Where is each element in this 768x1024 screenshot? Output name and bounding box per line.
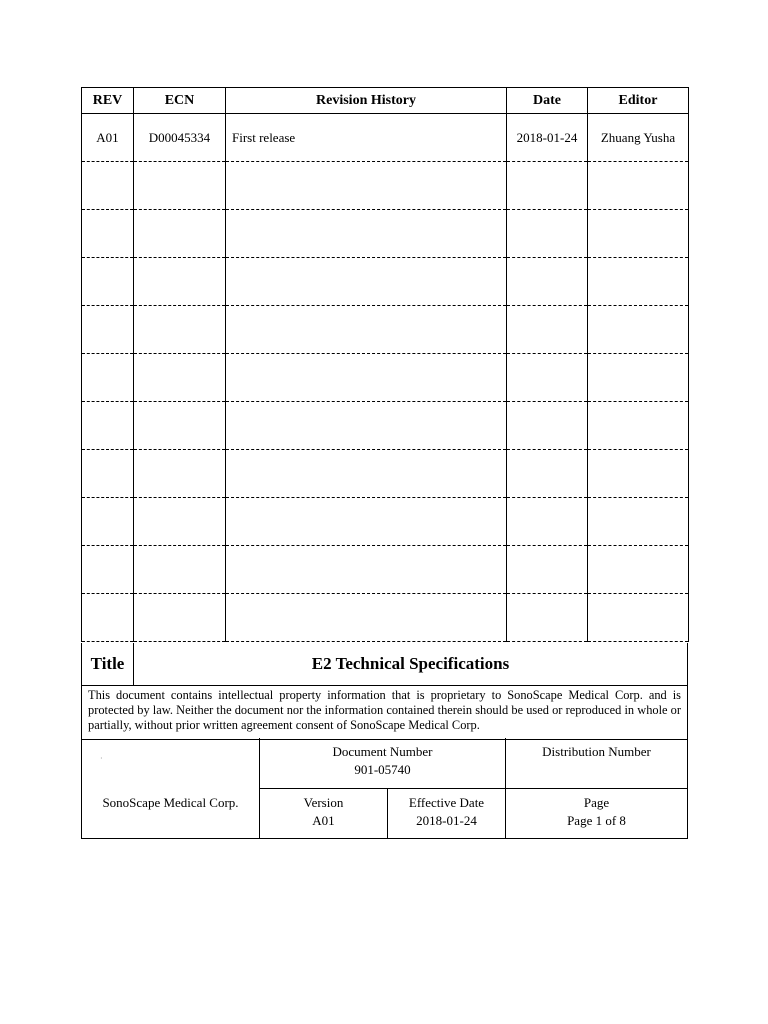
header-revision-history: Revision History: [226, 88, 507, 114]
cell-history: [226, 354, 507, 402]
revision-row: [82, 450, 689, 498]
cell-rev: [82, 450, 134, 498]
document-number-label: Document Number: [332, 744, 433, 759]
page-label: Page: [583, 795, 610, 810]
cell-ecn: [134, 546, 226, 594]
header-ecn: ECN: [134, 88, 226, 114]
cell-editor: [588, 450, 689, 498]
revision-row: [82, 402, 689, 450]
cell-ecn: [134, 162, 226, 210]
cell-date: [507, 546, 588, 594]
cell-history: [226, 402, 507, 450]
cell-date: [507, 306, 588, 354]
cell-rev: [82, 498, 134, 546]
header-editor: Editor: [588, 88, 689, 114]
cell-rev: [82, 162, 134, 210]
title-row: [81, 643, 688, 686]
cell-history: [226, 594, 507, 642]
cell-ecn: [134, 594, 226, 642]
cell-rev: [82, 210, 134, 258]
cell-ecn: [134, 354, 226, 402]
cell-history: [226, 450, 507, 498]
effective-date-cell: [388, 789, 506, 838]
title-label: Title: [82, 643, 134, 685]
cell-editor: [588, 210, 689, 258]
cell-editor: [588, 162, 689, 210]
revision-table-header-row: [82, 88, 689, 114]
distribution-number-cell: [506, 738, 687, 789]
revision-row: [82, 546, 689, 594]
cell-editor: Zhuang Yusha: [588, 114, 689, 162]
proprietary-notice: [81, 686, 688, 740]
cell-editor: [588, 594, 689, 642]
cell-rev: [82, 546, 134, 594]
cell-ecn: [134, 306, 226, 354]
cell-date: [507, 354, 588, 402]
cell-rev: [82, 594, 134, 642]
cell-history: [226, 210, 507, 258]
revision-row: [82, 114, 689, 162]
cell-editor: [588, 354, 689, 402]
revision-row: [82, 306, 689, 354]
document-title: E2 Technical Specifications: [311, 654, 510, 673]
cell-history: [226, 258, 507, 306]
revision-row: [82, 594, 689, 642]
cell-history: [226, 306, 507, 354]
cell-ecn: [134, 498, 226, 546]
page-cell: [506, 789, 687, 838]
header-date: Date: [507, 88, 588, 114]
company-name: SonoScape Medical Corp.: [102, 795, 239, 810]
cell-editor: [588, 258, 689, 306]
cell-rev: [82, 402, 134, 450]
cell-date: [507, 594, 588, 642]
revision-row: [82, 258, 689, 306]
cell-ecn: D00045334: [134, 114, 226, 162]
document-footer: [81, 738, 688, 839]
effective-date-label: Effective Date: [408, 795, 485, 810]
logo-placeholder: ·: [100, 754, 103, 763]
company-cell: [82, 738, 260, 838]
cell-date: 2018-01-24: [507, 114, 588, 162]
revision-row: [82, 210, 689, 258]
header-rev: REV: [82, 88, 134, 114]
revision-history-table: [81, 87, 689, 642]
revision-table-body: [82, 114, 689, 642]
cell-history: First release: [226, 114, 507, 162]
cell-date: [507, 162, 588, 210]
version-cell: [260, 789, 388, 838]
cell-history: [226, 162, 507, 210]
cell-rev: [82, 306, 134, 354]
revision-row: [82, 162, 689, 210]
cell-date: [507, 498, 588, 546]
cell-rev: [82, 258, 134, 306]
cell-editor: [588, 306, 689, 354]
cell-rev: A01: [82, 114, 134, 162]
cell-editor: [588, 498, 689, 546]
document-number-value: 901-05740: [354, 762, 411, 777]
cell-editor: [588, 402, 689, 450]
cell-ecn: [134, 450, 226, 498]
page-number: Page 1 of 8: [567, 813, 626, 828]
cell-ecn: [134, 210, 226, 258]
document-number-cell: [260, 738, 506, 789]
cell-date: [507, 210, 588, 258]
cell-editor: [588, 546, 689, 594]
version-label: Version: [303, 795, 344, 810]
cell-history: [226, 498, 507, 546]
revision-row: [82, 354, 689, 402]
cell-date: [507, 258, 588, 306]
effective-date-value: 2018-01-24: [416, 813, 477, 828]
cell-ecn: [134, 402, 226, 450]
cell-date: [507, 450, 588, 498]
revision-row: [82, 498, 689, 546]
distribution-number-label: Distribution Number: [542, 744, 651, 759]
cell-date: [507, 402, 588, 450]
proprietary-notice-text: This document contains intellectual property information that is proprietary to SonoScape Medical Corp. and is protected by law. Neither the document nor the information contained therein should be used or reproduced in whole or partially, without prior written agreement consent of SonoScape Medical Corp.: [88, 688, 681, 732]
cell-rev: [82, 354, 134, 402]
version-value: A01: [312, 813, 335, 828]
cell-ecn: [134, 258, 226, 306]
cell-history: [226, 546, 507, 594]
